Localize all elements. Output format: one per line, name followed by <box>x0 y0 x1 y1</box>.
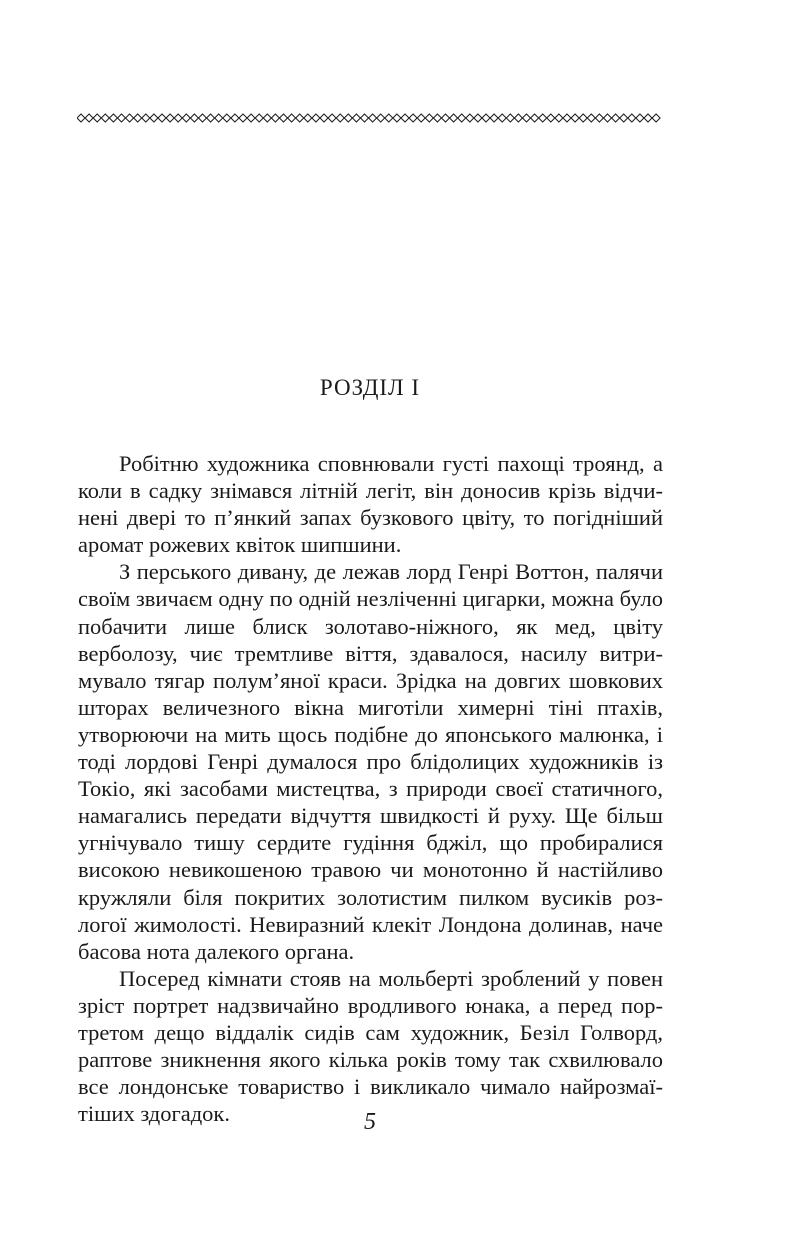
diamond-ornament-icon <box>231 114 239 122</box>
diamond-ornament-icon <box>255 114 263 122</box>
diamond-ornament-icon <box>466 114 474 122</box>
diamond-ornament-icon <box>158 114 166 122</box>
diamond-ornament-icon <box>620 114 628 122</box>
diamond-ornament-icon <box>604 114 612 122</box>
diamond-ornament-icon <box>563 114 571 122</box>
diamond-ornament-icon <box>85 114 93 122</box>
diamond-ornament-icon <box>547 114 555 122</box>
diamond-ornament-icon <box>263 114 271 122</box>
paragraph: Посеред кімнати стояв на мольберті зроблений у повен зріст портрет надзвичайно вродливого юнака, а перед портретом дещо віддалік сидів сам художник, Безіл Голворд, раптове зникнення якого кілька років тому так схвилювало все лондонське товариство і викликало чимало найрозмаїтіших здогадок. <box>78 965 663 1127</box>
diamond-ornament-icon <box>539 114 547 122</box>
diamond-ornament-icon <box>385 114 393 122</box>
diamond-ornament-icon <box>247 114 255 122</box>
diamond-ornament-icon <box>506 114 514 122</box>
diamond-ornament-icon <box>288 114 296 122</box>
chapter-title: РОЗДІЛ І <box>319 375 421 400</box>
diamond-ornament-icon <box>101 114 109 122</box>
diamond-ornament-icon <box>190 114 198 122</box>
diamond-ornament-icon <box>361 114 369 122</box>
diamond-ornament-icon <box>393 114 401 122</box>
diamond-ornament-icon <box>312 114 320 122</box>
diamond-ornament-icon <box>482 114 490 122</box>
body-text <box>78 450 663 1127</box>
diamond-ornament-icon <box>304 114 312 122</box>
diamond-ornament-icon <box>417 114 425 122</box>
diamond-ornament-icon <box>442 114 450 122</box>
decorative-ornament-border <box>77 109 663 127</box>
diamond-ornament-icon <box>199 114 207 122</box>
diamond-ornament-icon <box>523 114 531 122</box>
paragraph: З перського дивану, де лежав лорд Генрі Воттон, палячи своїм звичаєм одну по одній незліченні цигарки, можна було побачити лише блиск золотаво-ніжного, як мед, цвіту верболозу, чиє тремтливе віття, здавалося, насилу витримувало тягар полум’яної краси. Зрідка на довгих шовкових шторах величезного вікна миготіли химерні тіні птахів, утворюючи на мить щось подібне до японського малюнка, і тоді лордові Генрі думалося про блідолицих художників із Токіо, які засобами мистецтва, з природи своєї статичного, намагались передати відчуття швидкості й руху. Ще більш угнічувало тишу сердите гудіння бджіл, що пробиралися високою невикошеною травою чи монотонно й настійливо кружляли біля покритих золотистим пилком вусиків розлогої жимолості. Невиразний клекіт Лондона долинав, наче басова нота далекого органа. <box>78 559 663 964</box>
diamond-ornament-icon <box>207 114 215 122</box>
diamond-ornament-icon <box>77 114 85 122</box>
diamond-ornament-icon <box>425 114 433 122</box>
diamond-ornament-icon <box>450 114 458 122</box>
diamond-ornament-icon <box>336 114 344 122</box>
page-number: 5 <box>364 1109 376 1135</box>
diamond-ornament-icon <box>474 114 482 122</box>
diamond-ornament-icon <box>320 114 328 122</box>
diamond-ornament-icon <box>126 114 134 122</box>
diamond-ornament-icon <box>223 114 231 122</box>
diamond-ornament-icon <box>271 114 279 122</box>
diamond-ornament-icon <box>344 114 352 122</box>
diamond-ornament-icon <box>401 114 409 122</box>
diamond-ornament-icon <box>174 114 182 122</box>
diamond-ornament-icon <box>498 114 506 122</box>
diamond-ornament-icon <box>579 114 587 122</box>
diamond-ornament-icon <box>369 114 377 122</box>
paragraph: Робітню художника сповнювали густі пахощі троянд, а коли в садку знімався літній легіт, він доносив крізь відчинені двері то п’янкий запах бузкового цвіту, то погідніший аромат рожевих квіток шипшини. <box>78 451 663 558</box>
diamond-ornament-icon <box>433 114 441 122</box>
diamond-ornament-icon <box>514 114 522 122</box>
diamond-ornament-icon <box>280 114 288 122</box>
diamond-chain-icon <box>77 109 663 127</box>
diamond-ornament-icon <box>118 114 126 122</box>
diamond-ornament-icon <box>182 114 190 122</box>
diamond-ornament-icon <box>93 114 101 122</box>
diamond-ornament-icon <box>571 114 579 122</box>
diamond-ornament-icon <box>409 114 417 122</box>
diamond-ornament-icon <box>644 114 652 122</box>
diamond-ornament-icon <box>490 114 498 122</box>
diamond-ornament-icon <box>652 114 660 122</box>
diamond-ornament-icon <box>239 114 247 122</box>
diamond-ornament-icon <box>531 114 539 122</box>
diamond-ornament-icon <box>636 114 644 122</box>
diamond-ornament-icon <box>612 114 620 122</box>
diamond-ornament-icon <box>628 114 636 122</box>
diamond-ornament-icon <box>377 114 385 122</box>
diamond-ornament-icon <box>215 114 223 122</box>
diamond-ornament-icon <box>555 114 563 122</box>
diamond-ornament-icon <box>595 114 603 122</box>
diamond-ornament-icon <box>352 114 360 122</box>
diamond-ornament-icon <box>296 114 304 122</box>
diamond-ornament-icon <box>134 114 142 122</box>
diamond-ornament-icon <box>458 114 466 122</box>
diamond-ornament-icon <box>109 114 117 122</box>
diamond-ornament-icon <box>142 114 150 122</box>
diamond-ornament-icon <box>150 114 158 122</box>
diamond-ornament-icon <box>587 114 595 122</box>
diamond-ornament-icon <box>328 114 336 122</box>
diamond-ornament-icon <box>166 114 174 122</box>
